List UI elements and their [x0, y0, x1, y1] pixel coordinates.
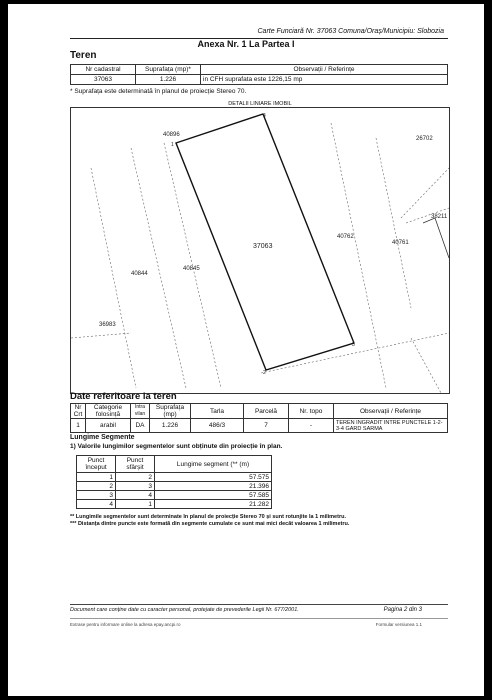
- col-suprafata: Suprafața (mp)*: [136, 65, 201, 75]
- cell-suprafata: 1.226: [150, 419, 191, 433]
- label-38211: 38211: [431, 214, 448, 220]
- label-37063: 37063: [253, 243, 273, 250]
- col-punct-sfarsit: Punct sfârșit: [116, 456, 155, 473]
- legal-notice: Document care conține date cu caracter personal, protejate de prevederile Legii Nr. 677/2001.: [70, 607, 299, 613]
- table-row: [77, 473, 272, 482]
- parcel-boundary: [176, 114, 354, 370]
- cell-observatii: TEREN INGRADIT INTRE PUNCTELE 1-2-3-4 GARD SARMA: [334, 419, 448, 433]
- cell-nr-topo: -: [289, 419, 334, 433]
- col-nr-topo: Nr. topo: [289, 404, 334, 419]
- point-2: 2: [263, 370, 266, 376]
- col-parcela: Parcelă: [244, 404, 289, 419]
- col-categorie: Categorie folosință: [86, 404, 131, 419]
- cell-categorie: arabil: [86, 419, 131, 433]
- teren-table: [70, 64, 448, 85]
- label-40844: 40844: [131, 271, 148, 277]
- segmente-note-2: *** Distanța dintre puncte este formată din segmente cumulate ce sunt mai mici decât valoarea 1 milimetru.: [70, 521, 350, 527]
- label-40896: 40896: [163, 132, 180, 138]
- cell-end: 4: [116, 491, 155, 500]
- document-reference: Carte Funciară Nr. 37063 Comuna/Oraș/Municipiu: Slobozia: [257, 28, 444, 35]
- cell-observatii: in CFH suprafata este 1226,15 mp: [201, 75, 448, 85]
- cell-end: 1: [116, 500, 155, 509]
- label-26702: 26702: [416, 136, 433, 142]
- annex-title: Anexa Nr. 1 La Partea I: [197, 39, 295, 49]
- cell-end: 3: [116, 482, 155, 491]
- col-suprafata-mp: Suprafața (mp): [150, 404, 191, 419]
- segmente-subtitle: 1) Valorile lungimilor segmentelor sunt obținute din proiecție în plan.: [70, 443, 283, 450]
- point-3: 3: [352, 342, 355, 348]
- label-40762: 40762: [337, 234, 354, 240]
- table-row: [77, 491, 272, 500]
- cell-length: 21.282: [155, 500, 272, 509]
- col-observatii-referinte: Observații / Referințe: [334, 404, 448, 419]
- label-40845: 40845: [183, 266, 200, 272]
- table-row: [77, 482, 272, 491]
- segmente-note-1: ** Lungimile segmentelor sunt determinate în planul de proiecție Stereo 70 și sunt rotunjite la 1 milimetru.: [70, 514, 346, 520]
- segmente-heading: Lungime Segmente: [70, 434, 135, 441]
- point-4: 4: [263, 113, 266, 119]
- cell-parcela: 7: [244, 419, 289, 433]
- cell-length: 57.575: [155, 473, 272, 482]
- form-version: Formular versiunea 1.1: [375, 622, 422, 627]
- label-40761: 40761: [392, 240, 409, 246]
- col-nr-cadastral: Nr cadastral: [71, 65, 136, 75]
- teren-note: * Suprafața este determinată în planul de proiecție Stereo 70.: [70, 88, 247, 95]
- cell-nr-cadastral: 37063: [71, 75, 136, 85]
- table-row: [71, 419, 448, 433]
- col-intravilan: Intra vilan: [131, 404, 150, 419]
- extract-notice: Extrase pentru informare online la adresa epay.ancpi.ro: [70, 622, 181, 627]
- parcel-drawing: [71, 108, 449, 393]
- col-lungime: Lungime segment (** (m): [155, 456, 272, 473]
- map-title: DETALII LINIARE IMOBIL: [228, 101, 292, 107]
- point-1: 1: [171, 142, 174, 148]
- cell-length: 21.396: [155, 482, 272, 491]
- cell-suprafata: 1.226: [136, 75, 201, 85]
- cell-end: 2: [116, 473, 155, 482]
- date-teren-table: [70, 403, 448, 433]
- segmente-table: [76, 455, 272, 509]
- teren-heading: Teren: [70, 50, 97, 61]
- cell-start: 4: [77, 500, 116, 509]
- col-observatii: Observații / Referințe: [201, 65, 448, 75]
- footer-rule-2: [70, 618, 448, 619]
- label-36983: 36983: [99, 322, 116, 328]
- cell-start: 2: [77, 482, 116, 491]
- cell-start: 3: [77, 491, 116, 500]
- footer-rule: [70, 604, 448, 605]
- col-punct-inceput: Punct început: [77, 456, 116, 473]
- cell-length: 57.585: [155, 491, 272, 500]
- table-row: [71, 75, 448, 85]
- document-page: [8, 4, 484, 696]
- cell-nr: 1: [71, 419, 86, 433]
- page-number: Pagina 2 din 3: [383, 607, 422, 613]
- date-teren-heading: Date referitoare la teren: [70, 391, 177, 402]
- table-row: [77, 500, 272, 509]
- col-nr-crt: Nr Crt: [71, 404, 86, 419]
- cell-tarla: 486/3: [191, 419, 244, 433]
- col-tarla: Tarla: [191, 404, 244, 419]
- cell-start: 1: [77, 473, 116, 482]
- cell-intravilan: DA: [131, 419, 150, 433]
- parcel-map: [70, 101, 450, 394]
